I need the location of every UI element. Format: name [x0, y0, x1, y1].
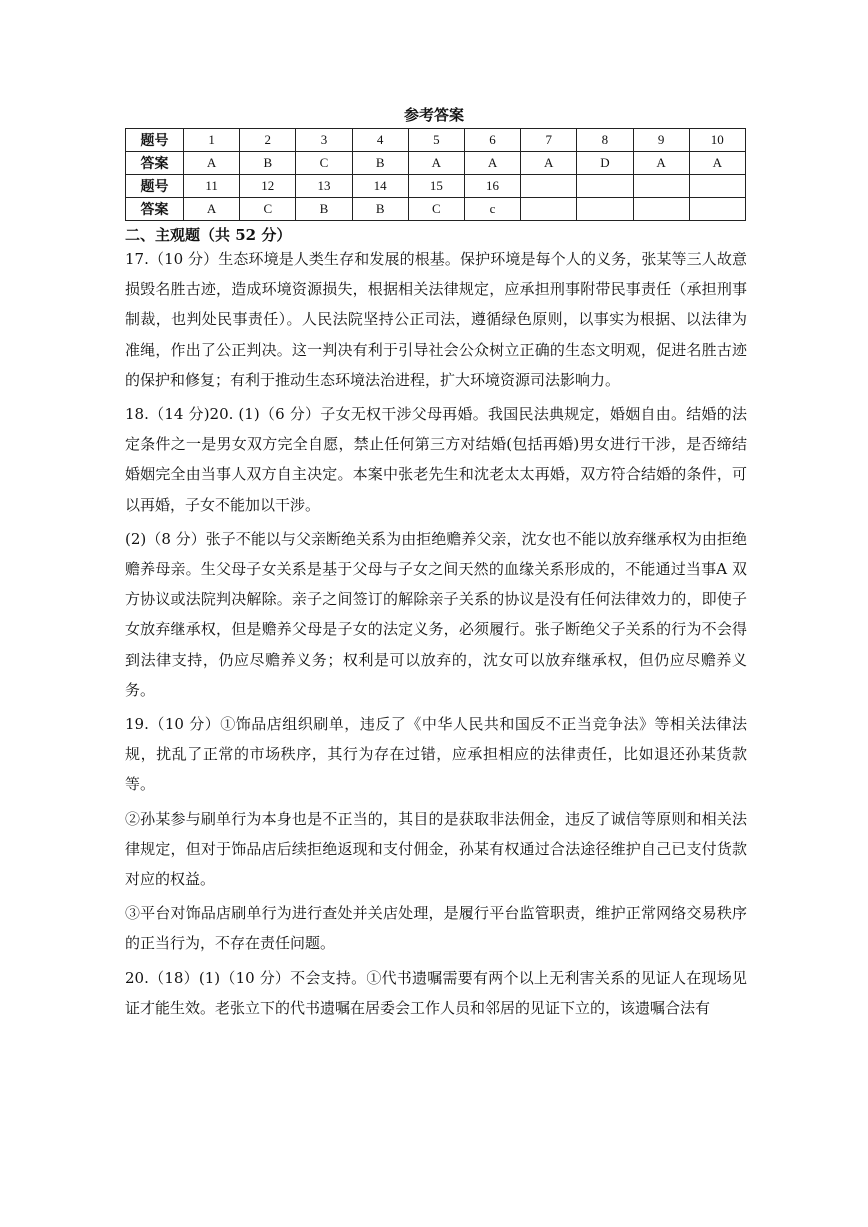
row-header-cell: 题号 [126, 129, 184, 152]
table-row [126, 152, 746, 175]
table-cell [689, 175, 745, 198]
row-header-cell: 答案 [126, 152, 184, 175]
row-header-cell: 题号 [126, 175, 184, 198]
answer-paragraph-18-2: (2)（8 分）张子不能以与父亲断绝关系为由拒绝赡养父亲，沈女也不能以放弃继承权为由拒绝赡养母亲。生父母子女关系是基于父母与子女之间天然的血缘关系形成的，不能通过当事A 双方协议或法院判决解除。亲子之间签订的解除亲子关系的协议是没有任何法律效力的，即使子女放弃继承权，但是赡养父母是子女的法定义务，必须履行。张子断绝父子关系的行为不会得到法律支持，仍应尽赡养义务；权利是可以放弃的，沈女可以放弃继承权，但仍应尽赡养义务。 [125, 529, 747, 699]
table-cell: 16 [464, 175, 520, 198]
table-cell: B [352, 198, 408, 221]
table-cell: C [408, 198, 464, 221]
table-row [126, 175, 746, 198]
table-cell: B [352, 152, 408, 175]
section-heading: 二、主观题（共 52 分） [125, 226, 292, 244]
table-cell: 3 [296, 129, 352, 152]
table-cell: 13 [296, 175, 352, 198]
table-cell: 7 [521, 129, 577, 152]
table-cell: A [184, 152, 240, 175]
table-cell: A [408, 152, 464, 175]
table-cell: 15 [408, 175, 464, 198]
table-cell: C [296, 152, 352, 175]
table-cell: A [464, 152, 520, 175]
table-cell: 2 [240, 129, 296, 152]
answer-paragraph-17: 17.（10 分）生态环境是人类生存和发展的根基。保护环境是每个人的义务，张某等三人故意损毁名胜古迹，造成环境资源损失，根据相关法律规定，应承担刑事附带民事责任（承担刑事制裁，也判处民事责任）。人民法院坚持公正司法，遵循绿色原则，以事实为根据、以法律为准绳，作出了公正判决。这一判决有利于引导社会公众树立正确的生态文明观，促进名胜古迹的保护和修复；有利于推动生态环境法治进程，扩大环境资源司法影响力。 [125, 250, 747, 389]
table-row [126, 129, 746, 152]
table-cell: 11 [184, 175, 240, 198]
table-cell: D [577, 152, 633, 175]
answer-body [125, 244, 747, 1027]
table-cell [689, 198, 745, 221]
table-cell: B [296, 198, 352, 221]
table-cell: 14 [352, 175, 408, 198]
answer-paragraph-20: 20.（18）(1)（10 分）不会支持。①代书遗嘱需要有两个以上无利害关系的见证人在现场见证才能生效。老张立下的代书遗嘱在居委会工作人员和邻居的见证下立的，该遗嘱合法有 [125, 968, 747, 1017]
answer-paragraph-19-1: 19.（10 分）①饰品店组织刷单，违反了《中华人民共和国反不正当竞争法》等相关法律法规，扰乱了正常的市场秩序，其行为存在过错，应承担相应的法律责任，比如退还孙某货款等。 [125, 715, 747, 794]
table-cell: 10 [689, 129, 745, 152]
table-cell: B [240, 152, 296, 175]
table-cell: 5 [408, 129, 464, 152]
table-cell [521, 175, 577, 198]
table-cell [633, 175, 689, 198]
table-cell: 12 [240, 175, 296, 198]
answer-paragraph-19-3: ③平台对饰品店刷单行为进行查处并关店处理，是履行平台监管职责，维护正常网络交易秩序的正当行为，不存在责任问题。 [125, 904, 747, 953]
table-row [126, 198, 746, 221]
table-cell: A [521, 152, 577, 175]
table-cell [521, 198, 577, 221]
table-cell: 1 [184, 129, 240, 152]
table-cell [633, 198, 689, 221]
table-cell: A [689, 152, 745, 175]
table-cell: A [633, 152, 689, 175]
table-cell: 8 [577, 129, 633, 152]
answer-paragraph-18-1: 18.（14 分)20. (1)（6 分）子女无权干涉父母再婚。我国民法典规定，婚姻自由。结婚的法定条件之一是男女双方完全自愿，禁止任何第三方对结婚(包括再婚)男女进行干涉，是否缔结婚姻完全由当事人双方自主决定。本案中张老先生和沈老太太再婚，双方符合结婚的条件，可以再婚，子女不能加以干涉。 [125, 405, 747, 514]
answer-table [125, 128, 746, 221]
document-title: 参考答案 [403, 106, 464, 124]
table-cell: 9 [633, 129, 689, 152]
answer-paragraph-19-2: ②孙某参与刷单行为本身也是不正当的，其目的是获取非法佣金，违反了诚信等原则和相关法律规定，但对于饰品店后续拒绝返现和支付佣金，孙某有权通过合法途径维护自己已支付货款对应的权益。 [125, 809, 747, 889]
table-cell: A [184, 198, 240, 221]
table-cell [577, 198, 633, 221]
table-cell [577, 175, 633, 198]
table-cell: 4 [352, 129, 408, 152]
table-cell: 6 [464, 129, 520, 152]
table-cell: c [464, 198, 520, 221]
table-cell: C [240, 198, 296, 221]
row-header-cell: 答案 [126, 198, 184, 221]
